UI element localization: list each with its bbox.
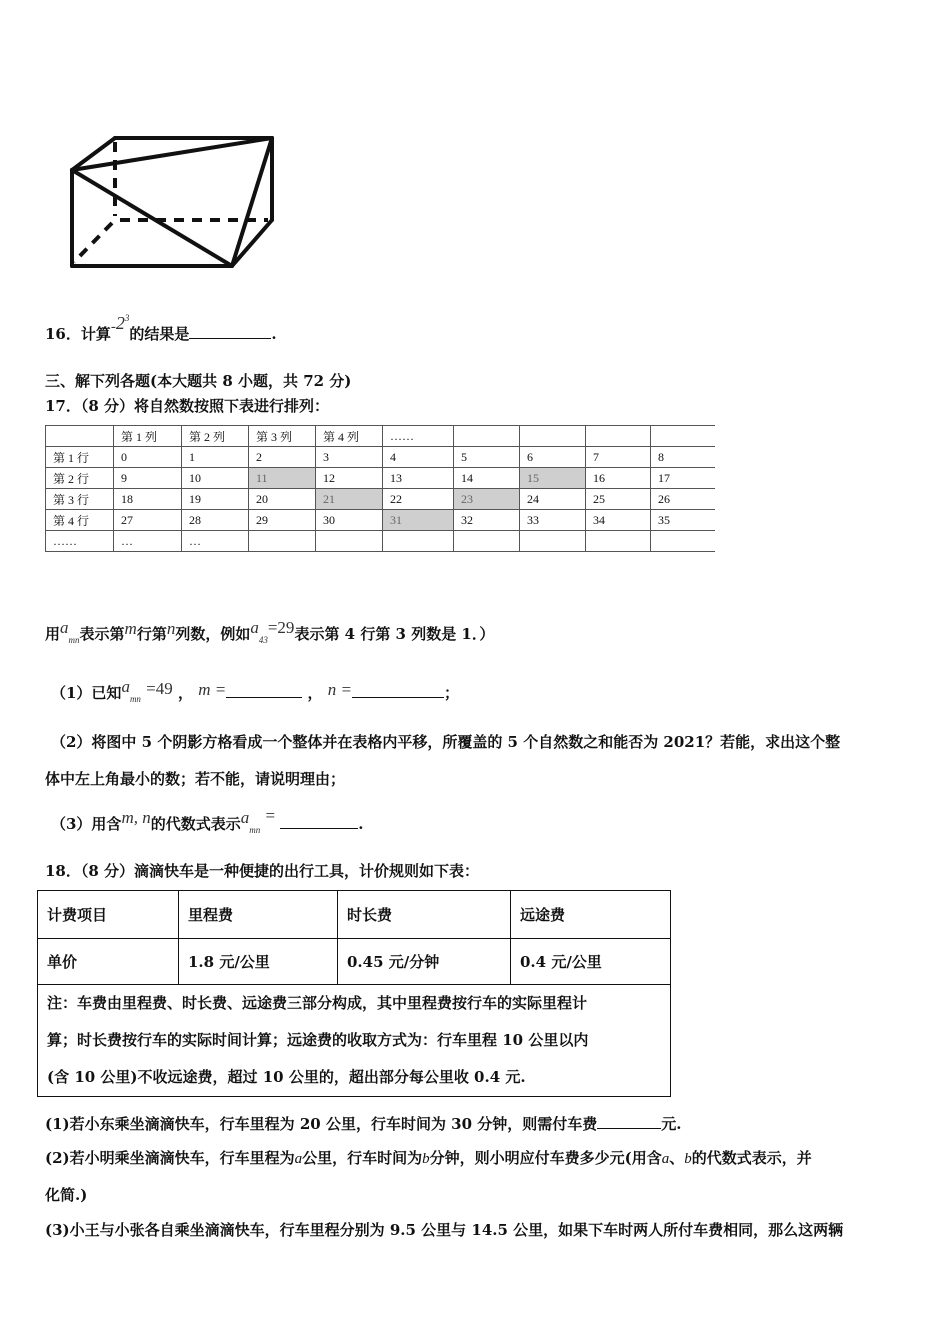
table-header-cell: 第 2 列 [182, 426, 249, 447]
table-cell: 5 [454, 447, 520, 468]
table-cell: 第 3 行 [46, 489, 114, 510]
table-cell: 33 [520, 510, 586, 531]
q16-answer-blank[interactable] [189, 324, 271, 339]
q18-part2-line1: (2)若小明乘坐滴滴快车，行车里程为a公里，行车时间为b分钟，则小明应付车费多少元(用含a、b的代数式表示，并 [45, 1149, 812, 1167]
q18-part2-line2: 化简.) [45, 1186, 88, 1204]
table-cell: 25 [586, 489, 651, 510]
table-cell: 6 [520, 447, 586, 468]
prism-figure [60, 128, 285, 278]
table-header-cell: 第 4 列 [316, 426, 383, 447]
table-cell: 第 1 行 [46, 447, 114, 468]
table-header-cell: 第 3 列 [249, 426, 316, 447]
n-answer-blank[interactable] [352, 683, 444, 698]
fee-header-cell: 时长费 [338, 891, 511, 939]
table-header-cell [651, 426, 716, 447]
table-cell: 10 [182, 468, 249, 489]
q17-definition: 用$a_{mn}$表示第m行第n列数，例如$a_{43}=29$表示第 4 行第 3 列数是 1．） [45, 618, 495, 645]
table-header-cell [520, 426, 586, 447]
table-cell [454, 531, 520, 552]
table-cell: 0 [114, 447, 182, 468]
table-cell [316, 531, 383, 552]
table-cell: 第 2 行 [46, 468, 114, 489]
table-cell: 9 [114, 468, 182, 489]
table-cell: 27 [114, 510, 182, 531]
table-cell: 12 [316, 468, 383, 489]
shaded-cell: 23 [454, 489, 520, 510]
q18-part3: (3)小王与小张各自乘坐滴滴快车，行车里程分别为 9.5 公里与 14.5 公里，如果下车时两人所付车费相同，那么这两辆 [45, 1221, 844, 1239]
table-cell: 1 [182, 447, 249, 468]
table-cell: 13 [383, 468, 454, 489]
fee-cell: 0.45 元/分钟 [338, 939, 511, 985]
shaded-cell: 15 [520, 468, 586, 489]
table-cell: 17 [651, 468, 716, 489]
q17-intro: 17．（8 分）将自然数按照下表进行排列： [45, 397, 330, 415]
fee-header-row [38, 891, 671, 939]
q18-part1: (1)若小东乘坐滴滴快车，行车里程为 20 公里，行车时间为 30 分钟，则需付车费 元. [45, 1115, 682, 1133]
table-header-cell: 第 1 列 [114, 426, 182, 447]
table-cell: 第 4 行 [46, 510, 114, 531]
m-answer-blank[interactable] [226, 683, 302, 698]
q17-part2-line2: 体中左上角最小的数；若不能，请说明理由； [45, 770, 346, 788]
q17-part2-line1: （2）将图中 5 个阴影方格看成一个整体并在表格内平移，所覆盖的 5 个自然数之和能否为 2021？若能，求出这个整 [51, 733, 841, 751]
table-cell: 18 [114, 489, 182, 510]
table-cell: 3 [316, 447, 383, 468]
table-cell: 2 [249, 447, 316, 468]
table-row [46, 510, 716, 531]
fee-header-cell: 里程费 [179, 891, 338, 939]
fee-price-row [38, 939, 671, 985]
table-cell: 35 [651, 510, 716, 531]
table-header-cell [454, 426, 520, 447]
shaded-cell: 31 [383, 510, 454, 531]
table-row [46, 447, 716, 468]
table-cell [520, 531, 586, 552]
table-cell [383, 531, 454, 552]
table-cell [249, 531, 316, 552]
table-cell: 34 [586, 510, 651, 531]
table-cell: 28 [182, 510, 249, 531]
fee-cell: 0.4 元/公里 [511, 939, 671, 985]
fee-table [37, 890, 671, 1097]
table-cell: … [182, 531, 249, 552]
table-cell: 7 [586, 447, 651, 468]
table-cell [651, 531, 716, 552]
section-heading: 三、解下列各题(本大题共 8 小题，共 72 分) [45, 372, 352, 390]
table-header-cell [46, 426, 114, 447]
table-cell: 29 [249, 510, 316, 531]
table-header-cell: …… [383, 426, 454, 447]
q16-line: 16．计算$-2^3$的结果是 . [45, 313, 277, 343]
table-cell: 14 [454, 468, 520, 489]
table-cell: 8 [651, 447, 716, 468]
table-cell: 4 [383, 447, 454, 468]
table-row [46, 468, 716, 489]
shaded-cell: 11 [249, 468, 316, 489]
q17-part3: （3）用含m, n的代数式表示$a_{mn}$ = . [51, 806, 364, 835]
amn-answer-blank[interactable] [280, 814, 358, 829]
table-header-cell [586, 426, 651, 447]
table-cell: 16 [586, 468, 651, 489]
table-cell [586, 531, 651, 552]
table-row [46, 489, 716, 510]
q17-part1: （1）已知$a_{mn} =49$ ， m = ， n = ； [51, 677, 459, 704]
fee-note-row [38, 985, 671, 1097]
fee-cell: 1.8 元/公里 [179, 939, 338, 985]
table-cell: 30 [316, 510, 383, 531]
table-cell: …… [46, 531, 114, 552]
table-cell: 24 [520, 489, 586, 510]
fare-answer-blank[interactable] [597, 1114, 661, 1129]
fee-note: 注：车费由里程费、时长费、远途费三部分构成，其中里程费按行车的实际里程计 算；时长费按行车的实际时间计算；远途费的收取方式为：行车里程 10 公里以内 (含 10 公里)不收远途费，超过 10 公里的，超出部分每公里收 0.4 元. [38, 985, 671, 1097]
table-row [46, 531, 716, 552]
table-cell: 20 [249, 489, 316, 510]
fee-header-cell: 远途费 [511, 891, 671, 939]
table-cell: 22 [383, 489, 454, 510]
table-cell: 32 [454, 510, 520, 531]
fee-header-cell: 计费项目 [38, 891, 179, 939]
table-cell: … [114, 531, 182, 552]
fee-cell: 单价 [38, 939, 179, 985]
table-header-row [46, 426, 716, 447]
table-cell: 26 [651, 489, 716, 510]
number-table [45, 425, 715, 552]
shaded-cell: 21 [316, 489, 383, 510]
q18-intro: 18．（8 分）滴滴快车是一种便捷的出行工具，计价规则如下表： [45, 862, 480, 880]
table-cell: 19 [182, 489, 249, 510]
